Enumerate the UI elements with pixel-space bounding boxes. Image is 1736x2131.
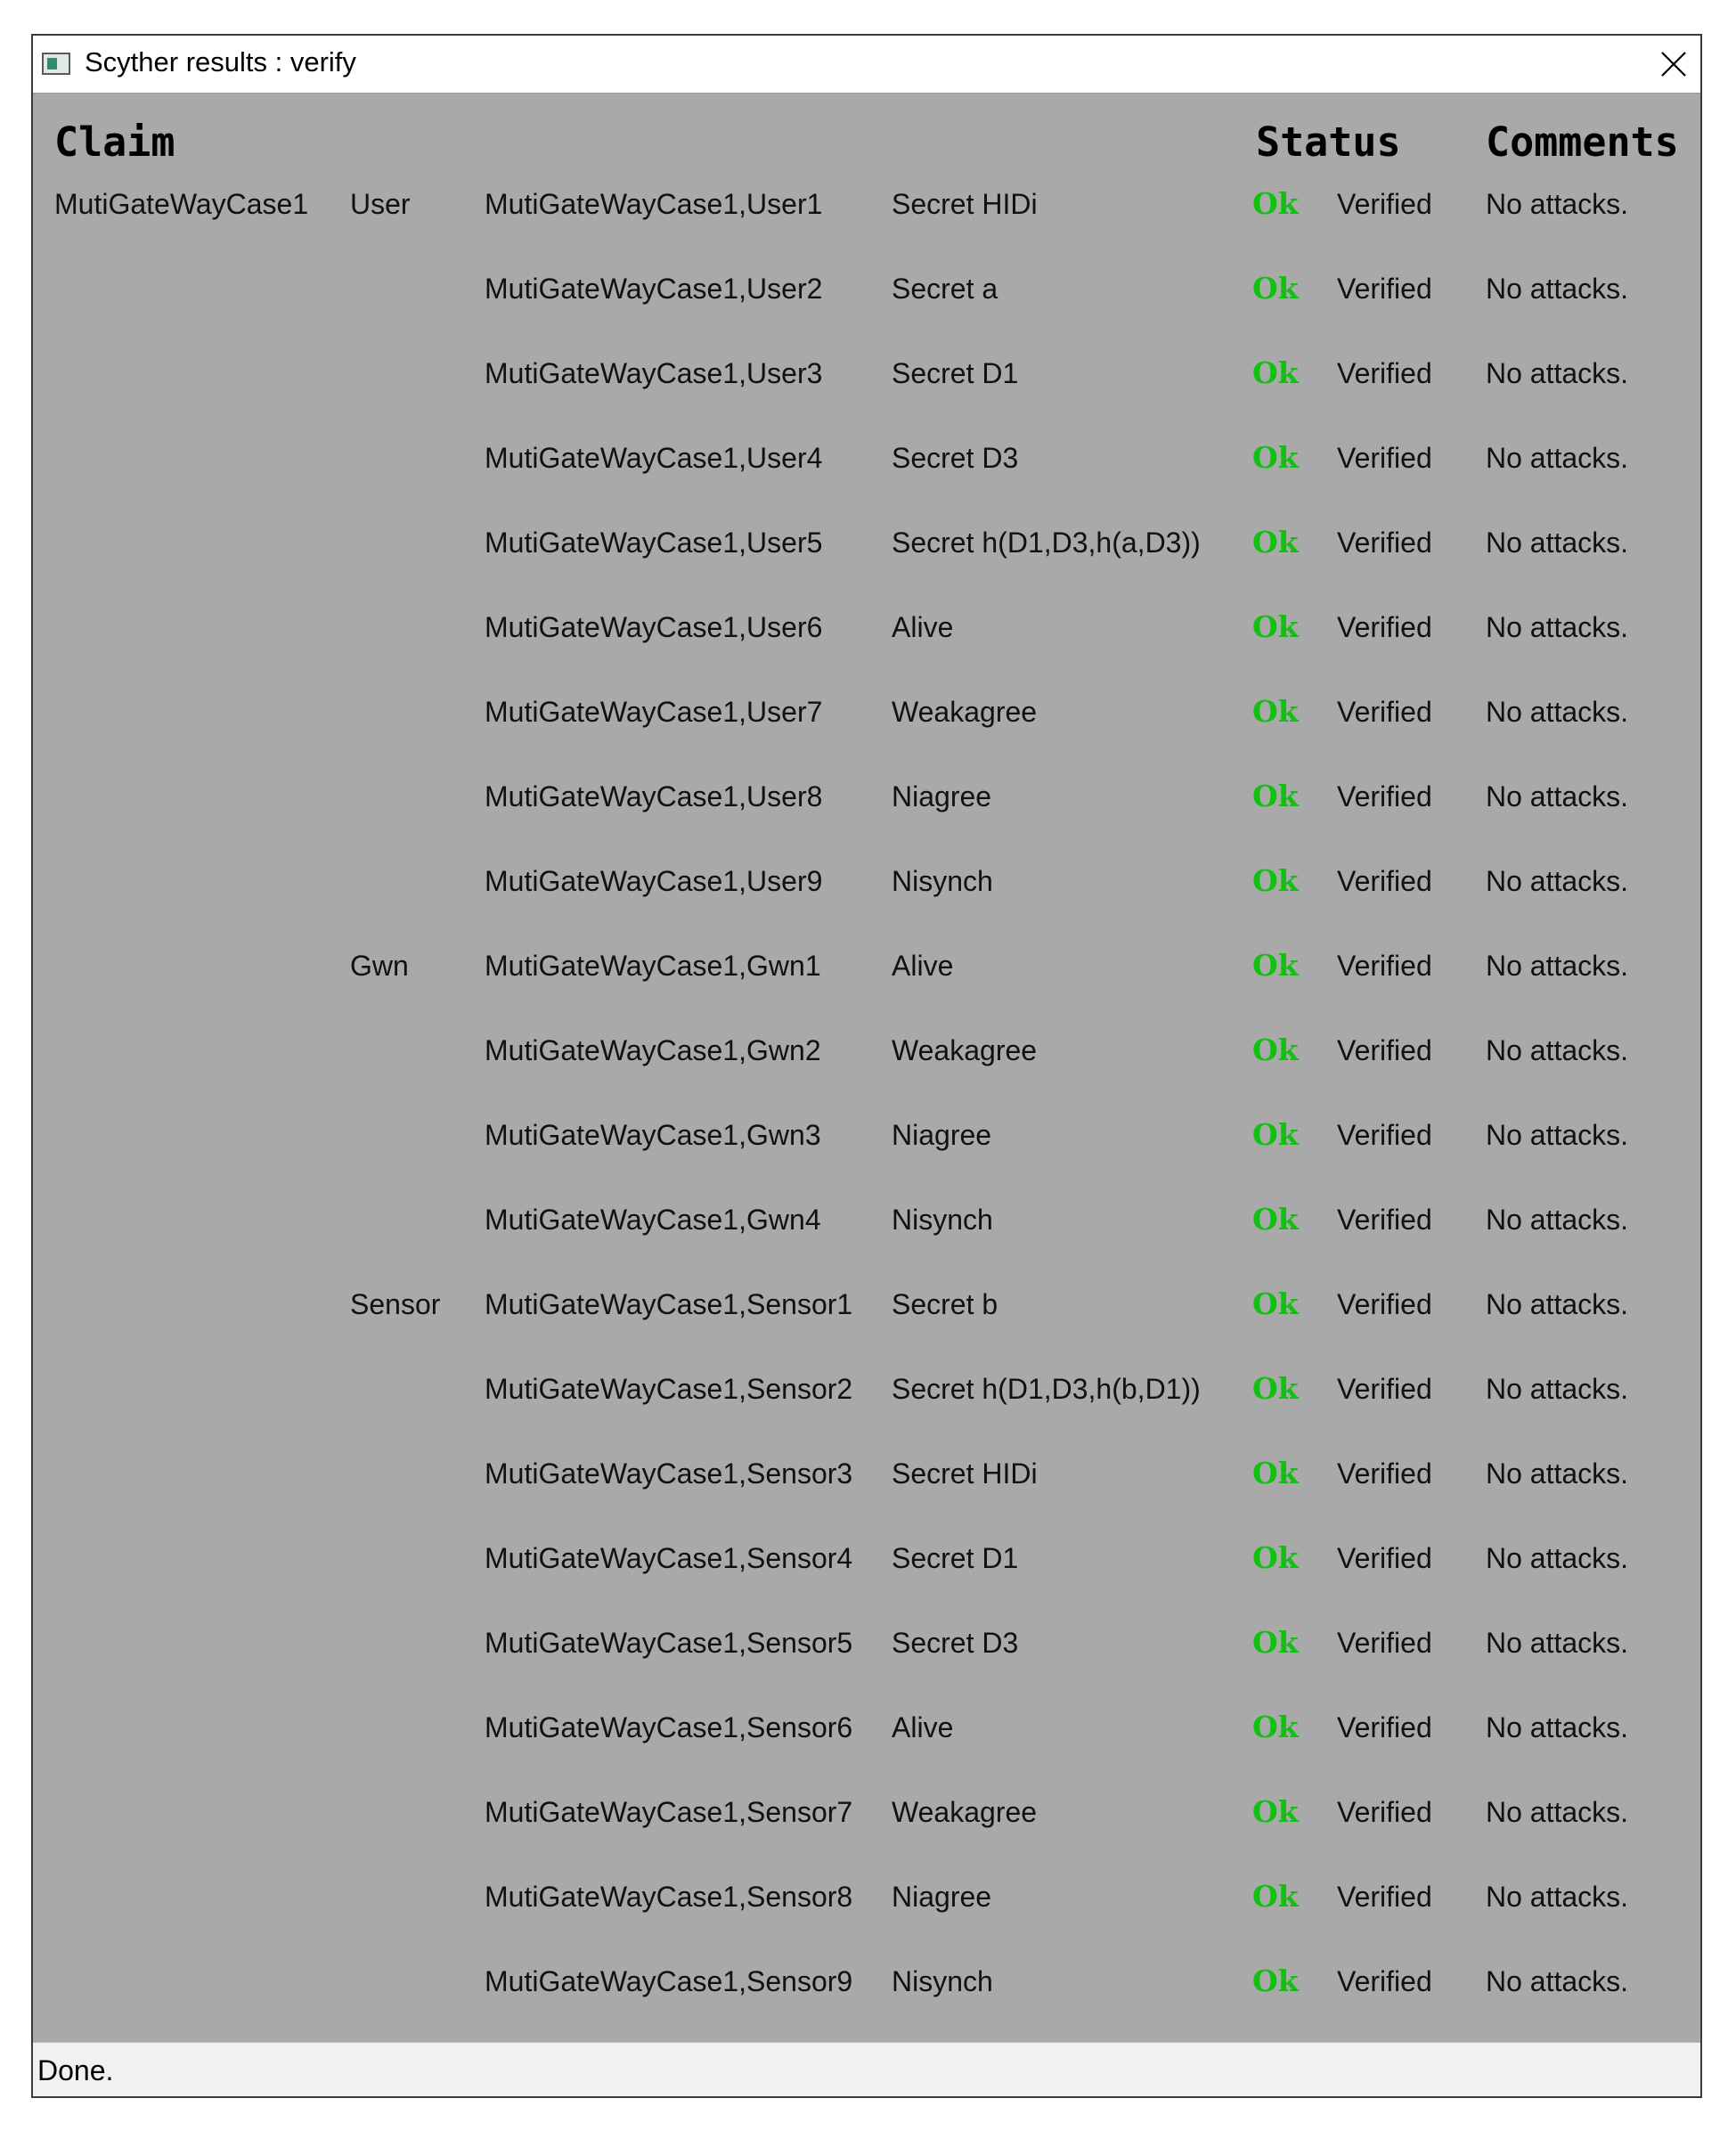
cell-verified: Verified	[1337, 696, 1432, 728]
cell-ok-status: Ok	[1252, 1794, 1299, 1829]
cell-verified: Verified	[1337, 1034, 1432, 1066]
cell-ok-status: Ok	[1252, 1117, 1299, 1152]
cell-comment: No attacks.	[1486, 442, 1629, 474]
cell-verified: Verified	[1337, 1796, 1432, 1828]
cell-ok-status: Ok	[1252, 1710, 1299, 1744]
cell-comment: No attacks.	[1486, 1204, 1629, 1236]
cell-comment: No attacks.	[1486, 1881, 1629, 1913]
results-window	[31, 34, 1702, 2098]
cell-claim-type: Secret D3	[892, 442, 1019, 474]
cell-verified: Verified	[1337, 1965, 1432, 1997]
cell-verified: Verified	[1337, 273, 1432, 305]
window-app-icon	[42, 53, 70, 75]
cell-ok-status: Ok	[1252, 609, 1299, 644]
cell-claim-type: Secret b	[892, 1288, 998, 1320]
cell-claim-id: MutiGateWayCase1,Sensor3	[485, 1457, 853, 1490]
cell-comment: No attacks.	[1486, 273, 1629, 305]
cell-claim-id: MutiGateWayCase1,User3	[485, 357, 823, 389]
cell-verified: Verified	[1337, 1373, 1432, 1405]
status-bar	[33, 2042, 1700, 2096]
cell-comment: No attacks.	[1486, 527, 1629, 559]
cell-ok-status: Ok	[1252, 1202, 1299, 1237]
cell-comment: No attacks.	[1486, 780, 1629, 812]
cell-verified: Verified	[1337, 188, 1432, 220]
cell-claim-id: MutiGateWayCase1,Sensor4	[485, 1542, 853, 1574]
cell-claim-id: MutiGateWayCase1,Sensor9	[485, 1965, 853, 1997]
cell-verified: Verified	[1337, 865, 1432, 897]
cell-verified: Verified	[1337, 1119, 1432, 1151]
cell-claim-type: Niagree	[892, 1119, 992, 1151]
cell-comment: No attacks.	[1486, 1711, 1629, 1743]
cell-claim-type: Secret h(D1,D3,h(a,D3))	[892, 527, 1201, 559]
cell-verified: Verified	[1337, 1457, 1432, 1490]
cell-claim-id: MutiGateWayCase1,Gwn3	[485, 1119, 821, 1151]
cell-comment: No attacks.	[1486, 1119, 1629, 1151]
cell-verified: Verified	[1337, 1542, 1432, 1574]
cell-ok-status: Ok	[1252, 355, 1299, 390]
cell-claim-type: Secret a	[892, 273, 998, 305]
cell-comment: No attacks.	[1486, 188, 1629, 220]
cell-claim-type: Alive	[892, 1711, 954, 1743]
cell-comment: No attacks.	[1486, 1457, 1629, 1490]
cell-verified: Verified	[1337, 1881, 1432, 1913]
window-title: Scyther results : verify	[85, 46, 356, 78]
cell-verified: Verified	[1337, 357, 1432, 389]
close-button[interactable]	[1645, 36, 1700, 91]
cell-claim-type: Secret HIDi	[892, 1457, 1038, 1490]
cell-claim-id: MutiGateWayCase1,Gwn1	[485, 950, 821, 982]
cell-claim-type: Niagree	[892, 1881, 992, 1913]
cell-claim-id: MutiGateWayCase1,User2	[485, 273, 823, 305]
cell-claim-type: Alive	[892, 611, 954, 643]
cell-role: Sensor	[350, 1288, 441, 1320]
cell-ok-status: Ok	[1252, 1879, 1299, 1914]
cell-comment: No attacks.	[1486, 1288, 1629, 1320]
cell-claim-type: Alive	[892, 950, 954, 982]
cell-ok-status: Ok	[1252, 271, 1299, 306]
cell-claim-id: MutiGateWayCase1,Sensor1	[485, 1288, 853, 1320]
cell-claim-id: MutiGateWayCase1,User7	[485, 696, 823, 728]
cell-claim-type: Secret h(D1,D3,h(b,D1))	[892, 1373, 1201, 1405]
cell-ok-status: Ok	[1252, 440, 1299, 475]
cell-ok-status: Ok	[1252, 694, 1299, 729]
cell-claim-id: MutiGateWayCase1,Sensor7	[485, 1796, 853, 1828]
cell-ok-status: Ok	[1252, 1371, 1299, 1406]
cell-verified: Verified	[1337, 527, 1432, 559]
cell-claim-type: Secret D1	[892, 357, 1019, 389]
cell-comment: No attacks.	[1486, 611, 1629, 643]
cell-verified: Verified	[1337, 611, 1432, 643]
cell-claim-type: Secret D3	[892, 1627, 1019, 1659]
cell-claim-id: MutiGateWayCase1,User5	[485, 527, 823, 559]
cell-claim-id: MutiGateWayCase1,User6	[485, 611, 823, 643]
cell-claim-id: MutiGateWayCase1,Sensor5	[485, 1627, 853, 1659]
cell-claim-type: Nisynch	[892, 865, 993, 897]
cell-claim-id: MutiGateWayCase1,User1	[485, 188, 823, 220]
cell-claim-type: Nisynch	[892, 1965, 993, 1997]
cell-claim-id: MutiGateWayCase1,Sensor8	[485, 1881, 853, 1913]
cell-claim-id: MutiGateWayCase1,User8	[485, 780, 823, 812]
results-table	[33, 94, 1700, 2045]
cell-claim-id: MutiGateWayCase1,Gwn4	[485, 1204, 821, 1236]
cell-comment: No attacks.	[1486, 1034, 1629, 1066]
cell-claim-id: MutiGateWayCase1,Sensor6	[485, 1711, 853, 1743]
cell-claim-id: MutiGateWayCase1,User9	[485, 865, 823, 897]
cell-verified: Verified	[1337, 1288, 1432, 1320]
cell-ok-status: Ok	[1252, 1540, 1299, 1575]
cell-claim-type: Weakagree	[892, 1034, 1038, 1066]
cell-claim-id: MutiGateWayCase1,Sensor2	[485, 1373, 853, 1405]
cell-comment: No attacks.	[1486, 1542, 1629, 1574]
cell-ok-status: Ok	[1252, 1456, 1299, 1490]
cell-verified: Verified	[1337, 1711, 1432, 1743]
cell-comment: No attacks.	[1486, 1627, 1629, 1659]
cell-claim-id: MutiGateWayCase1,User4	[485, 442, 823, 474]
cell-comment: No attacks.	[1486, 865, 1629, 897]
cell-comment: No attacks.	[1486, 696, 1629, 728]
cell-comment: No attacks.	[1486, 1373, 1629, 1405]
cell-ok-status: Ok	[1252, 1033, 1299, 1067]
cell-claim-type: Secret HIDi	[892, 188, 1038, 220]
cell-protocol: MutiGateWayCase1	[54, 188, 309, 220]
cell-claim-type: Niagree	[892, 780, 992, 812]
header-comments: Comments	[1486, 118, 1679, 166]
cell-comment: No attacks.	[1486, 1965, 1629, 1997]
cell-ok-status: Ok	[1252, 1625, 1299, 1660]
cell-ok-status: Ok	[1252, 1286, 1299, 1321]
close-icon	[1661, 52, 1686, 77]
cell-ok-status: Ok	[1252, 186, 1299, 221]
cell-role: Gwn	[350, 950, 409, 982]
cell-verified: Verified	[1337, 950, 1432, 982]
cell-claim-id: MutiGateWayCase1,Gwn2	[485, 1034, 821, 1066]
header-status: Status	[1256, 118, 1401, 166]
cell-ok-status: Ok	[1252, 948, 1299, 983]
cell-claim-type: Secret D1	[892, 1542, 1019, 1574]
cell-claim-type: Weakagree	[892, 1796, 1038, 1828]
cell-verified: Verified	[1337, 780, 1432, 812]
cell-comment: No attacks.	[1486, 1796, 1629, 1828]
cell-verified: Verified	[1337, 442, 1432, 474]
cell-claim-type: Weakagree	[892, 696, 1038, 728]
cell-claim-type: Nisynch	[892, 1204, 993, 1236]
cell-ok-status: Ok	[1252, 863, 1299, 898]
cell-role: User	[350, 188, 411, 220]
cell-verified: Verified	[1337, 1627, 1432, 1659]
cell-comment: No attacks.	[1486, 950, 1629, 982]
cell-ok-status: Ok	[1252, 1964, 1299, 1998]
status-text: Done.	[37, 2054, 114, 2086]
cell-ok-status: Ok	[1252, 525, 1299, 559]
cell-ok-status: Ok	[1252, 779, 1299, 813]
cell-comment: No attacks.	[1486, 357, 1629, 389]
cell-verified: Verified	[1337, 1204, 1432, 1236]
header-claim: Claim	[54, 118, 175, 166]
title-bar[interactable]	[33, 36, 1700, 94]
